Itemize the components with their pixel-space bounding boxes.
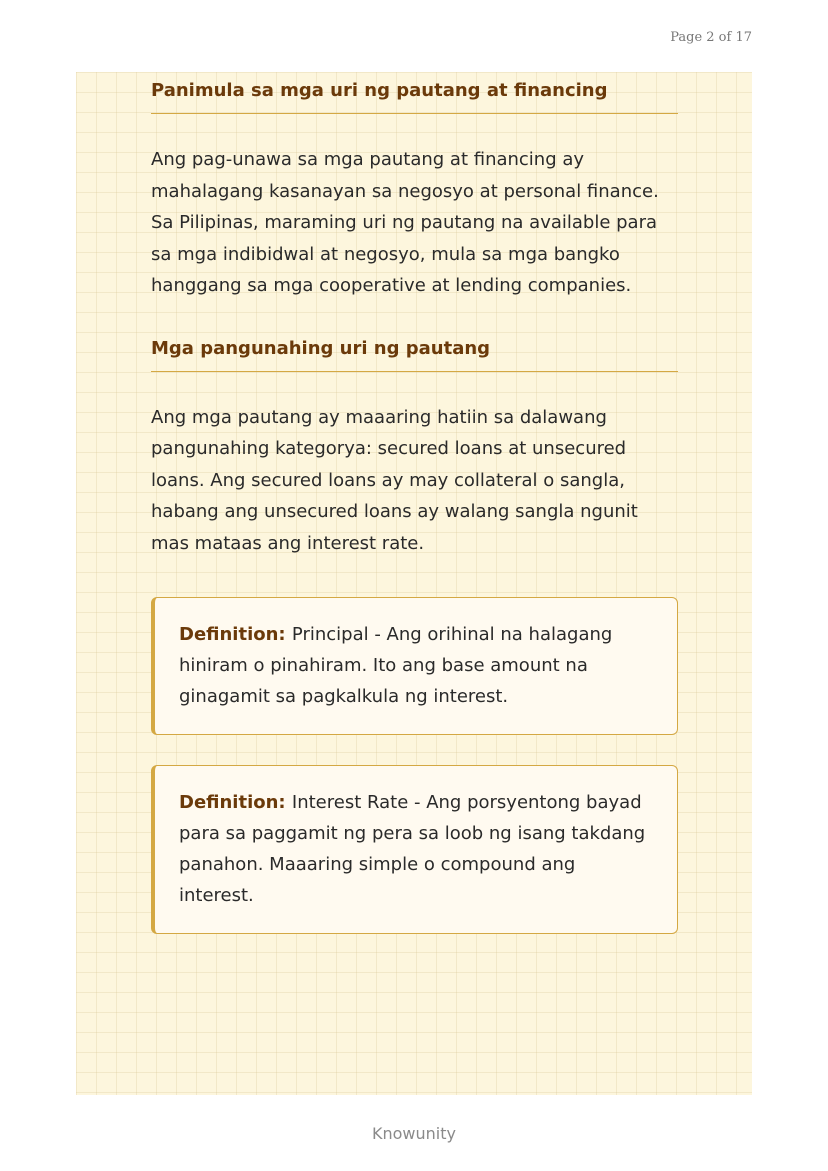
page-number: Page 2 of 17 <box>670 30 752 45</box>
section-heading-loan-types: Mga pangunahing uri ng pautang <box>151 338 678 372</box>
loan-types-paragraph: Ang mga pautang ay maaaring hatiin sa dalawang pangunahing kategorya: secured loans at unsecured loans. Ang secured loans ay may collateral o sangla, habang ang unsecured loans ay walang sangla ngunit mas mataas ang interest rate. <box>151 406 638 554</box>
definition-box-principal <box>151 597 678 735</box>
intro-paragraph: Ang pag-unawa sa mga pautang at financing ay mahalagang kasanayan sa negosyo at personal finance. Sa Pilipinas, maraming uri ng pautang na available para sa mga indibidwal at negosyo, mula sa mga bangko hanggang sa mga cooperative at lending companies. <box>151 149 659 296</box>
page-content <box>151 72 678 934</box>
document-page <box>76 72 752 1095</box>
definition-label: Definition: <box>179 792 292 813</box>
definition-label: Definition: <box>179 624 292 645</box>
footer-brand: Knowunity <box>372 1124 456 1143</box>
section-heading-intro: Panimula sa mga uri ng pautang at financing <box>151 80 678 114</box>
definition-text: Principal - Ang orihinal na halagang hiniram o pinahiram. Ito ang base amount na ginagamit sa pagkalkula ng interest. <box>179 624 613 707</box>
definition-box-interest-rate <box>151 765 678 934</box>
definition-text: Interest Rate - Ang porsyentong bayad para sa paggamit ng pera sa loob ng isang takdang panahon. Maaaring simple o compound ang interest. <box>179 792 646 906</box>
